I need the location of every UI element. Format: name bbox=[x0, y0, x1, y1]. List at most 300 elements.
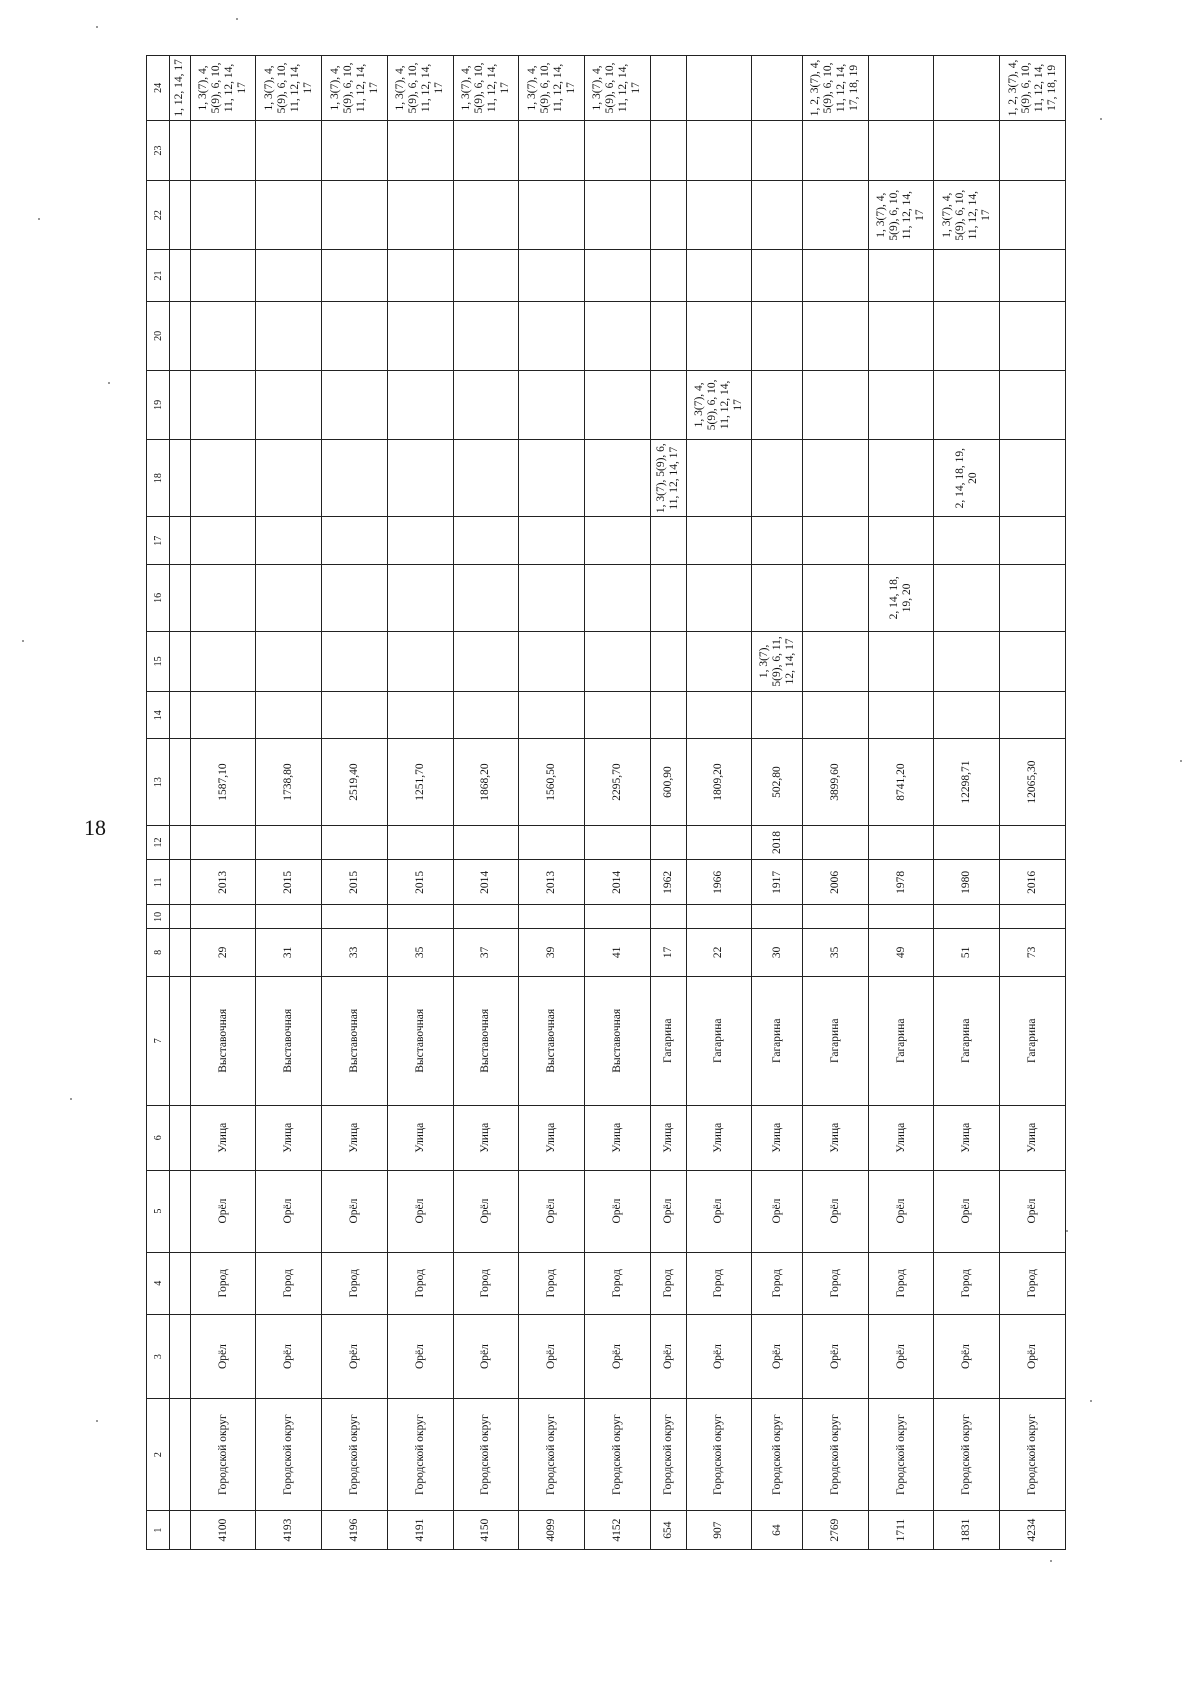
table-cell: 600,90 bbox=[650, 739, 686, 825]
table-cell: 17 bbox=[650, 929, 686, 976]
table-cell: 1, 3(7), 4, 5(9), 6, 10, 11, 12, 14, 17 bbox=[453, 56, 519, 121]
table-cell bbox=[802, 692, 868, 739]
table-cell bbox=[256, 692, 322, 739]
table-cell bbox=[322, 439, 388, 517]
table-cell bbox=[190, 439, 256, 517]
table-cell: 12298,71 bbox=[934, 739, 1000, 825]
table-cell bbox=[190, 564, 256, 631]
table-cell bbox=[934, 56, 1000, 121]
table-cell bbox=[585, 120, 651, 180]
table-cell: 1, 3(7), 4, 5(9), 6, 10, 11, 12, 14, 17 bbox=[934, 181, 1000, 250]
table-cell bbox=[190, 631, 256, 691]
table-cell bbox=[170, 860, 191, 905]
table-cell: 3899,60 bbox=[802, 739, 868, 825]
table-cell: Город bbox=[190, 1252, 256, 1315]
table-cell: 4234 bbox=[1000, 1511, 1066, 1550]
table-cell bbox=[387, 181, 453, 250]
table-cell bbox=[585, 250, 651, 302]
table-cell: Орёл bbox=[752, 1315, 803, 1399]
table-cell bbox=[585, 370, 651, 439]
table-cell bbox=[585, 825, 651, 859]
table-cell bbox=[934, 564, 1000, 631]
table-cell bbox=[868, 301, 934, 370]
table-cell: 1, 2, 3(7), 4, 5(9), 6, 10, 11, 12, 14, 17, 18, 19 bbox=[802, 56, 868, 121]
table-cell bbox=[650, 692, 686, 739]
table-cell bbox=[650, 517, 686, 564]
table-cell: 4193 bbox=[256, 1511, 322, 1550]
table-cell: 1, 3(7), 4, 5(9), 6, 10, 11, 12, 14, 17 bbox=[519, 56, 585, 121]
table-cell bbox=[322, 517, 388, 564]
table-cell bbox=[170, 250, 191, 302]
table-cell bbox=[190, 120, 256, 180]
table-cell bbox=[1000, 439, 1066, 517]
table-cell bbox=[190, 181, 256, 250]
table-cell bbox=[802, 370, 868, 439]
table-cell bbox=[686, 250, 752, 302]
table-cell bbox=[650, 631, 686, 691]
table-cell: 2014 bbox=[585, 860, 651, 905]
table-cell bbox=[868, 825, 934, 859]
table-cell bbox=[170, 181, 191, 250]
table-cell bbox=[585, 905, 651, 929]
table-cell bbox=[453, 517, 519, 564]
table-cell bbox=[256, 120, 322, 180]
table-cell: 35 bbox=[802, 929, 868, 976]
table-cell bbox=[170, 301, 191, 370]
table-cell bbox=[686, 692, 752, 739]
table-cell: Выставочная bbox=[453, 976, 519, 1105]
table-cell bbox=[170, 1252, 191, 1315]
table-cell: 1978 bbox=[868, 860, 934, 905]
table-cell bbox=[256, 370, 322, 439]
table-cell bbox=[387, 301, 453, 370]
table-cell: Орёл bbox=[190, 1170, 256, 1252]
table-cell bbox=[868, 905, 934, 929]
table-cell: Город bbox=[1000, 1252, 1066, 1315]
column-number-cell: 6 bbox=[147, 1105, 170, 1170]
table-cell: Орёл bbox=[650, 1170, 686, 1252]
table-cell: 12065,30 bbox=[1000, 739, 1066, 825]
table-cell bbox=[585, 692, 651, 739]
table-cell bbox=[686, 181, 752, 250]
table-cell bbox=[1000, 564, 1066, 631]
table-cell bbox=[686, 517, 752, 564]
table-row bbox=[650, 56, 686, 1550]
table-cell: 2769 bbox=[802, 1511, 868, 1550]
table-row bbox=[519, 56, 585, 1550]
table-cell bbox=[686, 301, 752, 370]
table-cell: Орёл bbox=[256, 1315, 322, 1399]
table-cell: 654 bbox=[650, 1511, 686, 1550]
column-number-cell: 7 bbox=[147, 976, 170, 1105]
table-cell: 907 bbox=[686, 1511, 752, 1550]
table-cell: Орёл bbox=[322, 1170, 388, 1252]
column-number-cell: 12 bbox=[147, 825, 170, 859]
table-cell: Город bbox=[934, 1252, 1000, 1315]
table-cell bbox=[752, 370, 803, 439]
table-cell: 1, 3(7), 4, 5(9), 6, 10, 11, 12, 14, 17 bbox=[190, 56, 256, 121]
table-cell bbox=[1000, 825, 1066, 859]
table-cell bbox=[1000, 692, 1066, 739]
table-cell bbox=[934, 250, 1000, 302]
table-cell: Орёл bbox=[802, 1170, 868, 1252]
table-cell bbox=[322, 120, 388, 180]
table-cell bbox=[190, 517, 256, 564]
table-cell: Город bbox=[585, 1252, 651, 1315]
table-cell: Выставочная bbox=[387, 976, 453, 1105]
table-cell: Город bbox=[519, 1252, 585, 1315]
column-number-cell: 16 bbox=[147, 564, 170, 631]
table-cell: 51 bbox=[934, 929, 1000, 976]
table-cell: Город bbox=[322, 1252, 388, 1315]
register-table bbox=[146, 55, 1066, 1550]
table-row bbox=[868, 56, 934, 1550]
column-number-cell: 1 bbox=[147, 1511, 170, 1550]
table-cell: 4196 bbox=[322, 1511, 388, 1550]
table-cell bbox=[752, 905, 803, 929]
table-cell: Город bbox=[387, 1252, 453, 1315]
table-cell: Городской округ bbox=[650, 1399, 686, 1511]
table-cell: 1, 3(7), 4, 5(9), 6, 10, 11, 12, 14, 17 bbox=[387, 56, 453, 121]
table-cell bbox=[453, 825, 519, 859]
table-cell bbox=[190, 905, 256, 929]
column-number-cell: 24 bbox=[147, 56, 170, 121]
table-cell: Орёл bbox=[387, 1170, 453, 1252]
table-cell: 2006 bbox=[802, 860, 868, 905]
table-cell bbox=[170, 631, 191, 691]
table-cell bbox=[519, 564, 585, 631]
table-cell: 1738,80 bbox=[256, 739, 322, 825]
table-cell: 1, 3(7), 4, 5(9), 6, 10, 11, 12, 14, 17 bbox=[585, 56, 651, 121]
table-cell: 2018 bbox=[752, 825, 803, 859]
table-cell bbox=[190, 370, 256, 439]
table-cell: 1, 3(7), 5(9), 6, 11, 12, 14, 17 bbox=[650, 439, 686, 517]
table-cell bbox=[170, 439, 191, 517]
table-cell: 1, 3(7), 4, 5(9), 6, 10, 11, 12, 14, 17 bbox=[868, 181, 934, 250]
table-cell bbox=[650, 56, 686, 121]
table-cell bbox=[170, 1170, 191, 1252]
table-cell bbox=[256, 825, 322, 859]
table-cell: 39 bbox=[519, 929, 585, 976]
table-cell: Город bbox=[686, 1252, 752, 1315]
table-cell bbox=[752, 250, 803, 302]
table-cell: Город bbox=[752, 1252, 803, 1315]
table-cell: 31 bbox=[256, 929, 322, 976]
table-cell bbox=[650, 250, 686, 302]
table-cell: 2, 14, 18, 19, 20 bbox=[934, 439, 1000, 517]
table-cell bbox=[170, 564, 191, 631]
table-cell bbox=[170, 370, 191, 439]
table-cell bbox=[1000, 120, 1066, 180]
table-cell bbox=[752, 439, 803, 517]
table-cell bbox=[934, 120, 1000, 180]
table-cell: 1868,20 bbox=[453, 739, 519, 825]
column-number-cell: 14 bbox=[147, 692, 170, 739]
table-cell: 2, 14, 18, 19, 20 bbox=[868, 564, 934, 631]
table-cell: Орёл bbox=[585, 1315, 651, 1399]
table-cell bbox=[387, 250, 453, 302]
table-cell bbox=[256, 631, 322, 691]
table-cell bbox=[387, 439, 453, 517]
table-cell: Орёл bbox=[519, 1170, 585, 1252]
table-cell bbox=[322, 370, 388, 439]
table-cell: Орёл bbox=[322, 1315, 388, 1399]
table-cell: 1, 3(7), 4, 5(9), 6, 10, 11, 12, 14, 17 bbox=[322, 56, 388, 121]
table-cell bbox=[453, 120, 519, 180]
table-cell bbox=[686, 564, 752, 631]
table-cell bbox=[387, 825, 453, 859]
table-cell bbox=[934, 905, 1000, 929]
table-cell: Выставочная bbox=[322, 976, 388, 1105]
table-cell: 4100 bbox=[190, 1511, 256, 1550]
table-row bbox=[322, 56, 388, 1550]
table-cell: Городской округ bbox=[519, 1399, 585, 1511]
table-cell: Орёл bbox=[585, 1170, 651, 1252]
table-cell bbox=[934, 631, 1000, 691]
table-cell bbox=[650, 181, 686, 250]
table-cell bbox=[256, 439, 322, 517]
column-number-row bbox=[147, 56, 170, 1550]
table-cell: Орёл bbox=[752, 1170, 803, 1252]
table-cell bbox=[868, 439, 934, 517]
table-cell: 29 bbox=[190, 929, 256, 976]
table-cell: Городской округ bbox=[256, 1399, 322, 1511]
table-cell bbox=[256, 517, 322, 564]
table-cell bbox=[322, 631, 388, 691]
table-cell: Город bbox=[868, 1252, 934, 1315]
table-cell: 35 bbox=[387, 929, 453, 976]
table-cell bbox=[934, 301, 1000, 370]
table-cell: Орёл bbox=[1000, 1170, 1066, 1252]
table-cell: Орёл bbox=[1000, 1315, 1066, 1399]
table-cell bbox=[802, 250, 868, 302]
table-cell: Городской округ bbox=[453, 1399, 519, 1511]
table-cell: Орёл bbox=[868, 1315, 934, 1399]
table-cell bbox=[453, 905, 519, 929]
table-cell: Орёл bbox=[256, 1170, 322, 1252]
table-cell: Выставочная bbox=[256, 976, 322, 1105]
table-cell: 4152 bbox=[585, 1511, 651, 1550]
table-row bbox=[387, 56, 453, 1550]
table-cell: Улица bbox=[650, 1105, 686, 1170]
table-cell bbox=[868, 250, 934, 302]
table-cell: 8741,20 bbox=[868, 739, 934, 825]
table-cell bbox=[686, 631, 752, 691]
table-cell bbox=[170, 120, 191, 180]
table-cell: Городской округ bbox=[322, 1399, 388, 1511]
table-cell: Выставочная bbox=[190, 976, 256, 1105]
table-cell: 1, 2, 3(7), 4, 5(9), 6, 10, 11, 12, 14, 17, 18, 19 bbox=[1000, 56, 1066, 121]
table-cell bbox=[519, 439, 585, 517]
table-cell bbox=[519, 370, 585, 439]
table-cell: Выставочная bbox=[585, 976, 651, 1105]
table-cell: Орёл bbox=[453, 1315, 519, 1399]
table-cell bbox=[1000, 181, 1066, 250]
table-cell: 1, 3(7), 5(9), 6, 11, 12, 14, 17 bbox=[752, 631, 803, 691]
table-cell bbox=[387, 905, 453, 929]
table-cell: Орёл bbox=[686, 1315, 752, 1399]
page-number: 18 bbox=[84, 815, 106, 840]
table-cell bbox=[686, 120, 752, 180]
table-cell: Городской округ bbox=[190, 1399, 256, 1511]
table-row bbox=[170, 56, 191, 1550]
table-cell: Город bbox=[256, 1252, 322, 1315]
table-cell bbox=[170, 1315, 191, 1399]
table-cell: 4099 bbox=[519, 1511, 585, 1550]
table-cell bbox=[868, 692, 934, 739]
table-cell bbox=[585, 181, 651, 250]
table-body bbox=[147, 56, 1066, 1550]
table-cell: Орёл bbox=[802, 1315, 868, 1399]
table-cell: 1831 bbox=[934, 1511, 1000, 1550]
table-cell: 502,80 bbox=[752, 739, 803, 825]
table-cell bbox=[802, 631, 868, 691]
table-cell: Орёл bbox=[387, 1315, 453, 1399]
table-cell bbox=[453, 301, 519, 370]
table-cell bbox=[802, 825, 868, 859]
table-row bbox=[934, 56, 1000, 1550]
table-cell bbox=[453, 692, 519, 739]
table-cell bbox=[322, 301, 388, 370]
table-cell: 1, 12, 14, 17 bbox=[170, 56, 191, 121]
table-cell: Улица bbox=[686, 1105, 752, 1170]
table-cell bbox=[322, 825, 388, 859]
table-cell bbox=[190, 692, 256, 739]
table-cell bbox=[322, 692, 388, 739]
table-cell: Улица bbox=[256, 1105, 322, 1170]
table-cell bbox=[170, 905, 191, 929]
table-cell bbox=[585, 439, 651, 517]
table-cell bbox=[1000, 905, 1066, 929]
table-cell: Город bbox=[453, 1252, 519, 1315]
table-cell: Городской округ bbox=[934, 1399, 1000, 1511]
table-cell bbox=[752, 56, 803, 121]
table-cell bbox=[868, 370, 934, 439]
table-cell: Городской округ bbox=[802, 1399, 868, 1511]
table-cell: Гагарина bbox=[752, 976, 803, 1105]
table-cell: Улица bbox=[868, 1105, 934, 1170]
table-cell: 2519,40 bbox=[322, 739, 388, 825]
table-cell: 2015 bbox=[387, 860, 453, 905]
table-cell bbox=[322, 250, 388, 302]
table-cell bbox=[802, 181, 868, 250]
table-row bbox=[686, 56, 752, 1550]
table-cell bbox=[868, 517, 934, 564]
table-cell bbox=[868, 56, 934, 121]
table-cell: Улица bbox=[190, 1105, 256, 1170]
table-cell bbox=[170, 739, 191, 825]
table-cell bbox=[752, 301, 803, 370]
table-cell: 2015 bbox=[256, 860, 322, 905]
table-cell bbox=[934, 517, 1000, 564]
table-row bbox=[752, 56, 803, 1550]
table-cell bbox=[170, 825, 191, 859]
column-number-cell: 10 bbox=[147, 905, 170, 929]
table-cell bbox=[256, 181, 322, 250]
table-cell bbox=[190, 250, 256, 302]
table-cell bbox=[686, 439, 752, 517]
table-cell: Орёл bbox=[868, 1170, 934, 1252]
table-cell: 1809,20 bbox=[686, 739, 752, 825]
table-cell bbox=[387, 517, 453, 564]
table-cell bbox=[453, 439, 519, 517]
table-cell: Улица bbox=[585, 1105, 651, 1170]
table-cell bbox=[519, 825, 585, 859]
table-cell bbox=[519, 120, 585, 180]
table-cell bbox=[868, 120, 934, 180]
table-cell bbox=[802, 301, 868, 370]
table-cell bbox=[256, 905, 322, 929]
table-cell: Орёл bbox=[934, 1170, 1000, 1252]
table-row bbox=[190, 56, 256, 1550]
table-cell bbox=[170, 1511, 191, 1550]
table-cell bbox=[190, 825, 256, 859]
table-cell: 1251,70 bbox=[387, 739, 453, 825]
table-cell bbox=[322, 905, 388, 929]
column-number-cell: 15 bbox=[147, 631, 170, 691]
table-cell bbox=[752, 517, 803, 564]
table-cell bbox=[934, 370, 1000, 439]
table-cell: 1962 bbox=[650, 860, 686, 905]
table-cell: 1560,50 bbox=[519, 739, 585, 825]
table-cell: Улица bbox=[802, 1105, 868, 1170]
table-cell: 4150 bbox=[453, 1511, 519, 1550]
table-cell bbox=[322, 181, 388, 250]
rotated-table-container bbox=[146, 55, 1066, 1550]
table-cell: 1, 3(7), 4, 5(9), 6, 10, 11, 12, 14, 17 bbox=[686, 370, 752, 439]
table-row bbox=[256, 56, 322, 1550]
table-cell: Орёл bbox=[934, 1315, 1000, 1399]
table-cell: 2013 bbox=[519, 860, 585, 905]
table-cell bbox=[170, 976, 191, 1105]
table-cell: 2295,70 bbox=[585, 739, 651, 825]
table-cell bbox=[752, 692, 803, 739]
table-cell bbox=[387, 120, 453, 180]
table-cell: 2015 bbox=[322, 860, 388, 905]
table-cell bbox=[256, 564, 322, 631]
table-cell: Гагарина bbox=[868, 976, 934, 1105]
table-cell bbox=[387, 370, 453, 439]
table-cell bbox=[585, 631, 651, 691]
table-cell: 1917 bbox=[752, 860, 803, 905]
column-number-cell: 22 bbox=[147, 181, 170, 250]
table-cell: Улица bbox=[934, 1105, 1000, 1170]
table-cell bbox=[256, 301, 322, 370]
table-cell: 49 bbox=[868, 929, 934, 976]
table-cell bbox=[519, 301, 585, 370]
table-cell bbox=[686, 905, 752, 929]
table-cell: 73 bbox=[1000, 929, 1066, 976]
table-cell bbox=[170, 1105, 191, 1170]
table-cell bbox=[453, 631, 519, 691]
table-cell bbox=[453, 250, 519, 302]
table-cell bbox=[802, 439, 868, 517]
table-cell bbox=[1000, 250, 1066, 302]
table-cell bbox=[1000, 370, 1066, 439]
table-cell bbox=[453, 181, 519, 250]
table-cell bbox=[190, 301, 256, 370]
table-cell: Гагарина bbox=[686, 976, 752, 1105]
column-number-cell: 21 bbox=[147, 250, 170, 302]
table-row bbox=[802, 56, 868, 1550]
table-cell bbox=[868, 631, 934, 691]
table-cell bbox=[752, 181, 803, 250]
table-cell bbox=[650, 825, 686, 859]
table-cell bbox=[934, 825, 1000, 859]
table-cell: Гагарина bbox=[650, 976, 686, 1105]
table-cell: 64 bbox=[752, 1511, 803, 1550]
table-cell: Городской округ bbox=[686, 1399, 752, 1511]
